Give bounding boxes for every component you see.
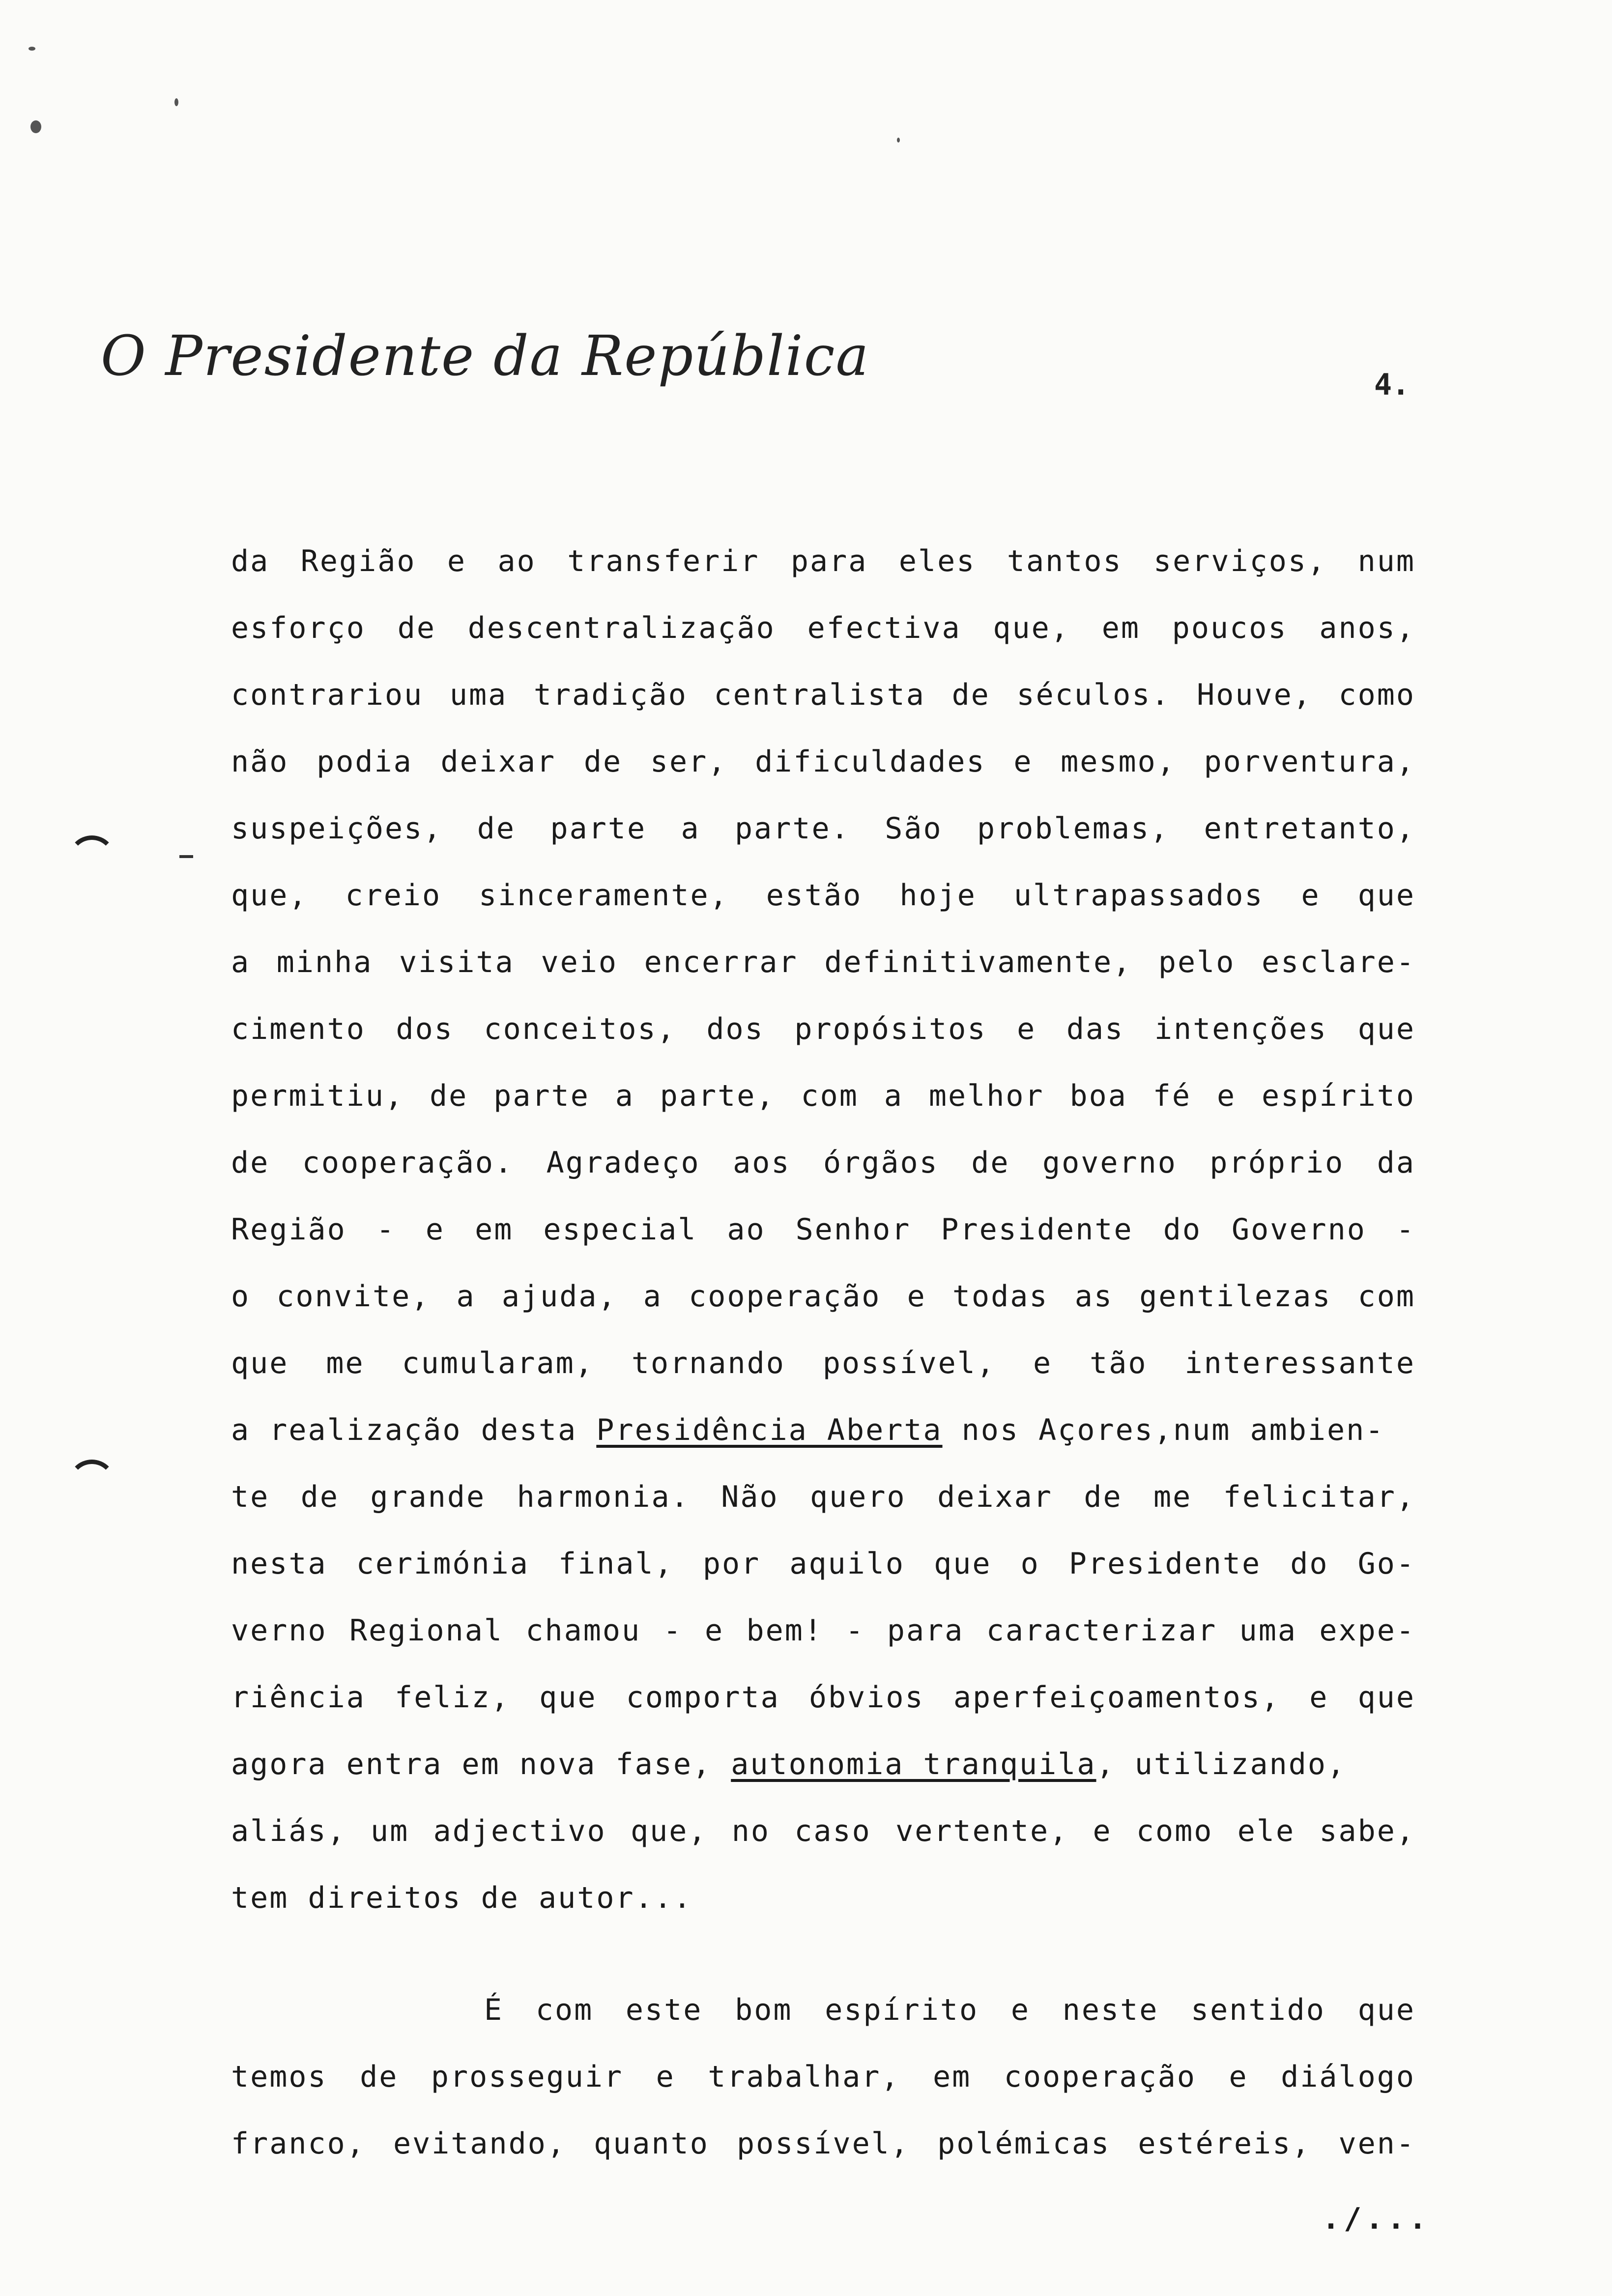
- text-line: contrariou uma tradição centralista de séculos. Houve, como: [231, 678, 1415, 712]
- text-line: suspeições, de parte a parte. São problemas, entretanto,: [231, 811, 1415, 846]
- text-segment: agora entra em nova fase,: [231, 1747, 731, 1781]
- text-line: esforço de descentralização efectiva que, em poucos anos,: [231, 611, 1415, 645]
- text-line: verno Regional chamou - e bem! - para caracterizar uma expe-: [231, 1613, 1415, 1648]
- text-line: aliás, um adjectivo que, no caso vertente, e como ele sabe,: [231, 1814, 1415, 1848]
- text-line: tem direitos de autor...: [231, 1881, 692, 1915]
- text-segment: a realização desta: [231, 1413, 597, 1447]
- text-line: temos de prosseguir e trabalhar, em cooperação e diálogo: [231, 2060, 1415, 2094]
- text-line: É com este bom espírito e neste sentido que: [484, 1993, 1415, 2027]
- underlined-phrase-autonomia-tranquila: autonomia tranquila: [731, 1747, 1096, 1781]
- text-line: [231, 1745, 1415, 1784]
- text-line: permitiu, de parte a parte, com a melhor boa fé e espírito: [231, 1079, 1415, 1113]
- text-line: que me cumularam, tornando possível, e tão interessante: [231, 1346, 1415, 1380]
- text-line: Região - e em especial ao Senhor Presidente do Governo -: [231, 1212, 1415, 1247]
- text-line: riência feliz, que comporta óbvios aperfeiçoamentos, e que: [231, 1680, 1415, 1715]
- text-line: franco, evitando, quanto possível, polémicas estéreis, ven-: [231, 2126, 1415, 2161]
- text-line: não podia deixar de ser, dificuldades e mesmo, porventura,: [231, 745, 1415, 779]
- page-number: 4.: [1374, 368, 1410, 402]
- margin-dash: [179, 855, 193, 858]
- margin-hole-mark: [68, 1460, 116, 1508]
- text-line: a minha visita veio encerrar definitivamente, pelo esclare-: [231, 945, 1415, 979]
- margin-hole-mark: [68, 835, 116, 884]
- text-segment: , utilizando,: [1096, 1747, 1347, 1781]
- text-line: nesta cerimónia final, por aquilo que o Presidente do Go-: [231, 1547, 1415, 1581]
- continuation-mark: ./...: [1322, 2202, 1431, 2236]
- speck: [30, 120, 41, 133]
- text-line: cimento dos conceitos, dos propósitos e das intenções que: [231, 1012, 1415, 1046]
- text-line: da Região e ao transferir para eles tantos serviços, num: [231, 544, 1415, 578]
- text-line: que, creio sinceramente, estão hoje ultrapassados e que: [231, 878, 1415, 913]
- speck: [174, 98, 178, 106]
- speck: [897, 138, 900, 143]
- text-line: o convite, a ajuda, a cooperação e todas as gentilezas com: [231, 1279, 1415, 1314]
- underlined-phrase-presidencia-aberta: Presidência Aberta: [596, 1413, 943, 1447]
- letterhead: O Presidente da República: [101, 324, 870, 388]
- text-segment: nos Açores,num ambien-: [942, 1413, 1385, 1447]
- speck: [29, 47, 35, 51]
- text-line: [231, 1410, 1415, 1450]
- text-line: de cooperação. Agradeço aos órgãos de governo próprio da: [231, 1146, 1415, 1180]
- text-line: te de grande harmonia. Não quero deixar de me felicitar,: [231, 1480, 1415, 1514]
